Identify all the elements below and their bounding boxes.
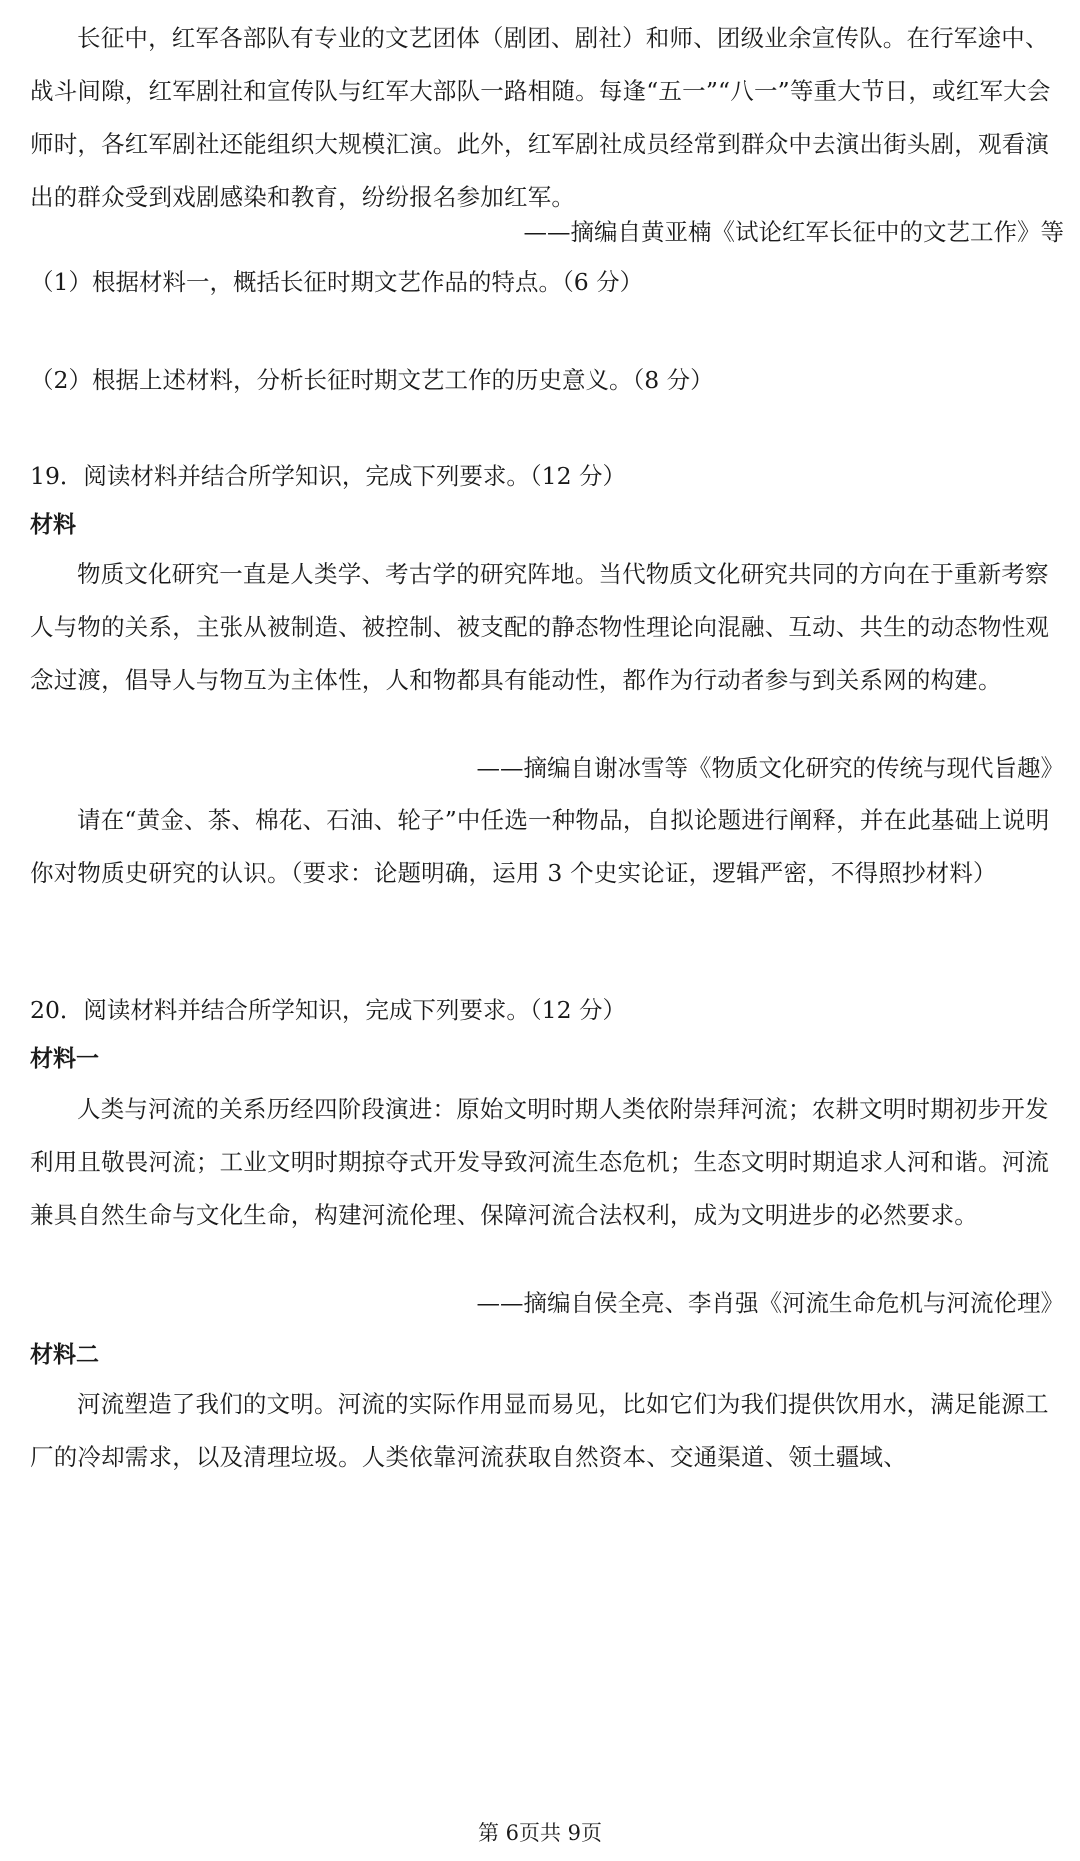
q20-material1-label: 材料一 — [30, 1046, 99, 1072]
q19-title: 19．阅读材料并结合所学知识，完成下列要求。（12 分） — [30, 462, 627, 490]
q19-task: 请在“黄金、茶、棉花、石油、轮子”中任选一种物品，自拟论题进行阐释，并在此基础上说明你对物质史研究的认识。（要求：论题明确，运用 3 个史实论证，逻辑严密，不得照抄材料） — [30, 806, 1050, 887]
q18-sub2: （2）根据上述材料，分析长征时期文艺工作的历史意义。（8 分） — [30, 366, 714, 394]
q20-material1: 人类与河流的关系历经四阶段演进：原始文明时期人类依附崇拜河流；农耕文明时期初步开发利用且敬畏河流；工业文明时期掠夺式开发导致河流生态危机；生态文明时期追求人河和谐。河流兼具自然生命与文化生命，构建河流伦理、保障河流合法权利，成为文明进步的必然要求。 — [30, 1095, 1050, 1229]
q20-material2: 河流塑造了我们的文明。河流的实际作用显而易见，比如它们为我们提供饮用水，满足能源工厂的冷却需求，以及清理垃圾。人类依靠河流获取自然资本、交通渠道、领土疆域、 — [30, 1390, 1049, 1471]
q19-material-label: 材料 — [30, 512, 76, 538]
page-number-footer: 第 6页共 9页 — [477, 1821, 603, 1845]
q20-material2-label: 材料二 — [30, 1342, 99, 1368]
q20-source1: ——摘编自侯全亮、李肖强《河流生命危机与河流伦理》 — [476, 1289, 1064, 1317]
q19-material: 物质文化研究一直是人类学、考古学的研究阵地。当代物质文化研究共同的方向在于重新考察人与物的关系，主张从被制造、被控制、被支配的静态物性理论向混融、互动、共生的动态物性观念过渡，倡导人与物互为主体性，人和物都具有能动性，都作为行动者参与到关系网的构建。 — [30, 560, 1050, 694]
q19-source: ——摘编自谢冰雪等《物质文化研究的传统与现代旨趣》 — [476, 754, 1064, 782]
material-continued-source: ——摘编自黄亚楠《试论红军长征中的文艺工作》等 — [523, 218, 1064, 246]
q18-sub1: （1）根据材料一，概括长征时期文艺作品的特点。（6 分） — [30, 268, 644, 296]
q20-title: 20．阅读材料并结合所学知识，完成下列要求。（12 分） — [30, 996, 627, 1024]
material-continued-paragraph: 长征中，红军各部队有专业的文艺团体（剧团、剧社）和师、团级业余宣传队。在行军途中、战斗间隙，红军剧社和宣传队与红军大部队一路相随。每逢“五一”“八一”等重大节日，或红军大会师时，各红军剧社还能组织大规模汇演。此外，红军剧社成员经常到群众中去演出街头剧，观看演出的群众受到戏剧感染和教育，纷纷报名参加红军。 — [30, 24, 1051, 211]
